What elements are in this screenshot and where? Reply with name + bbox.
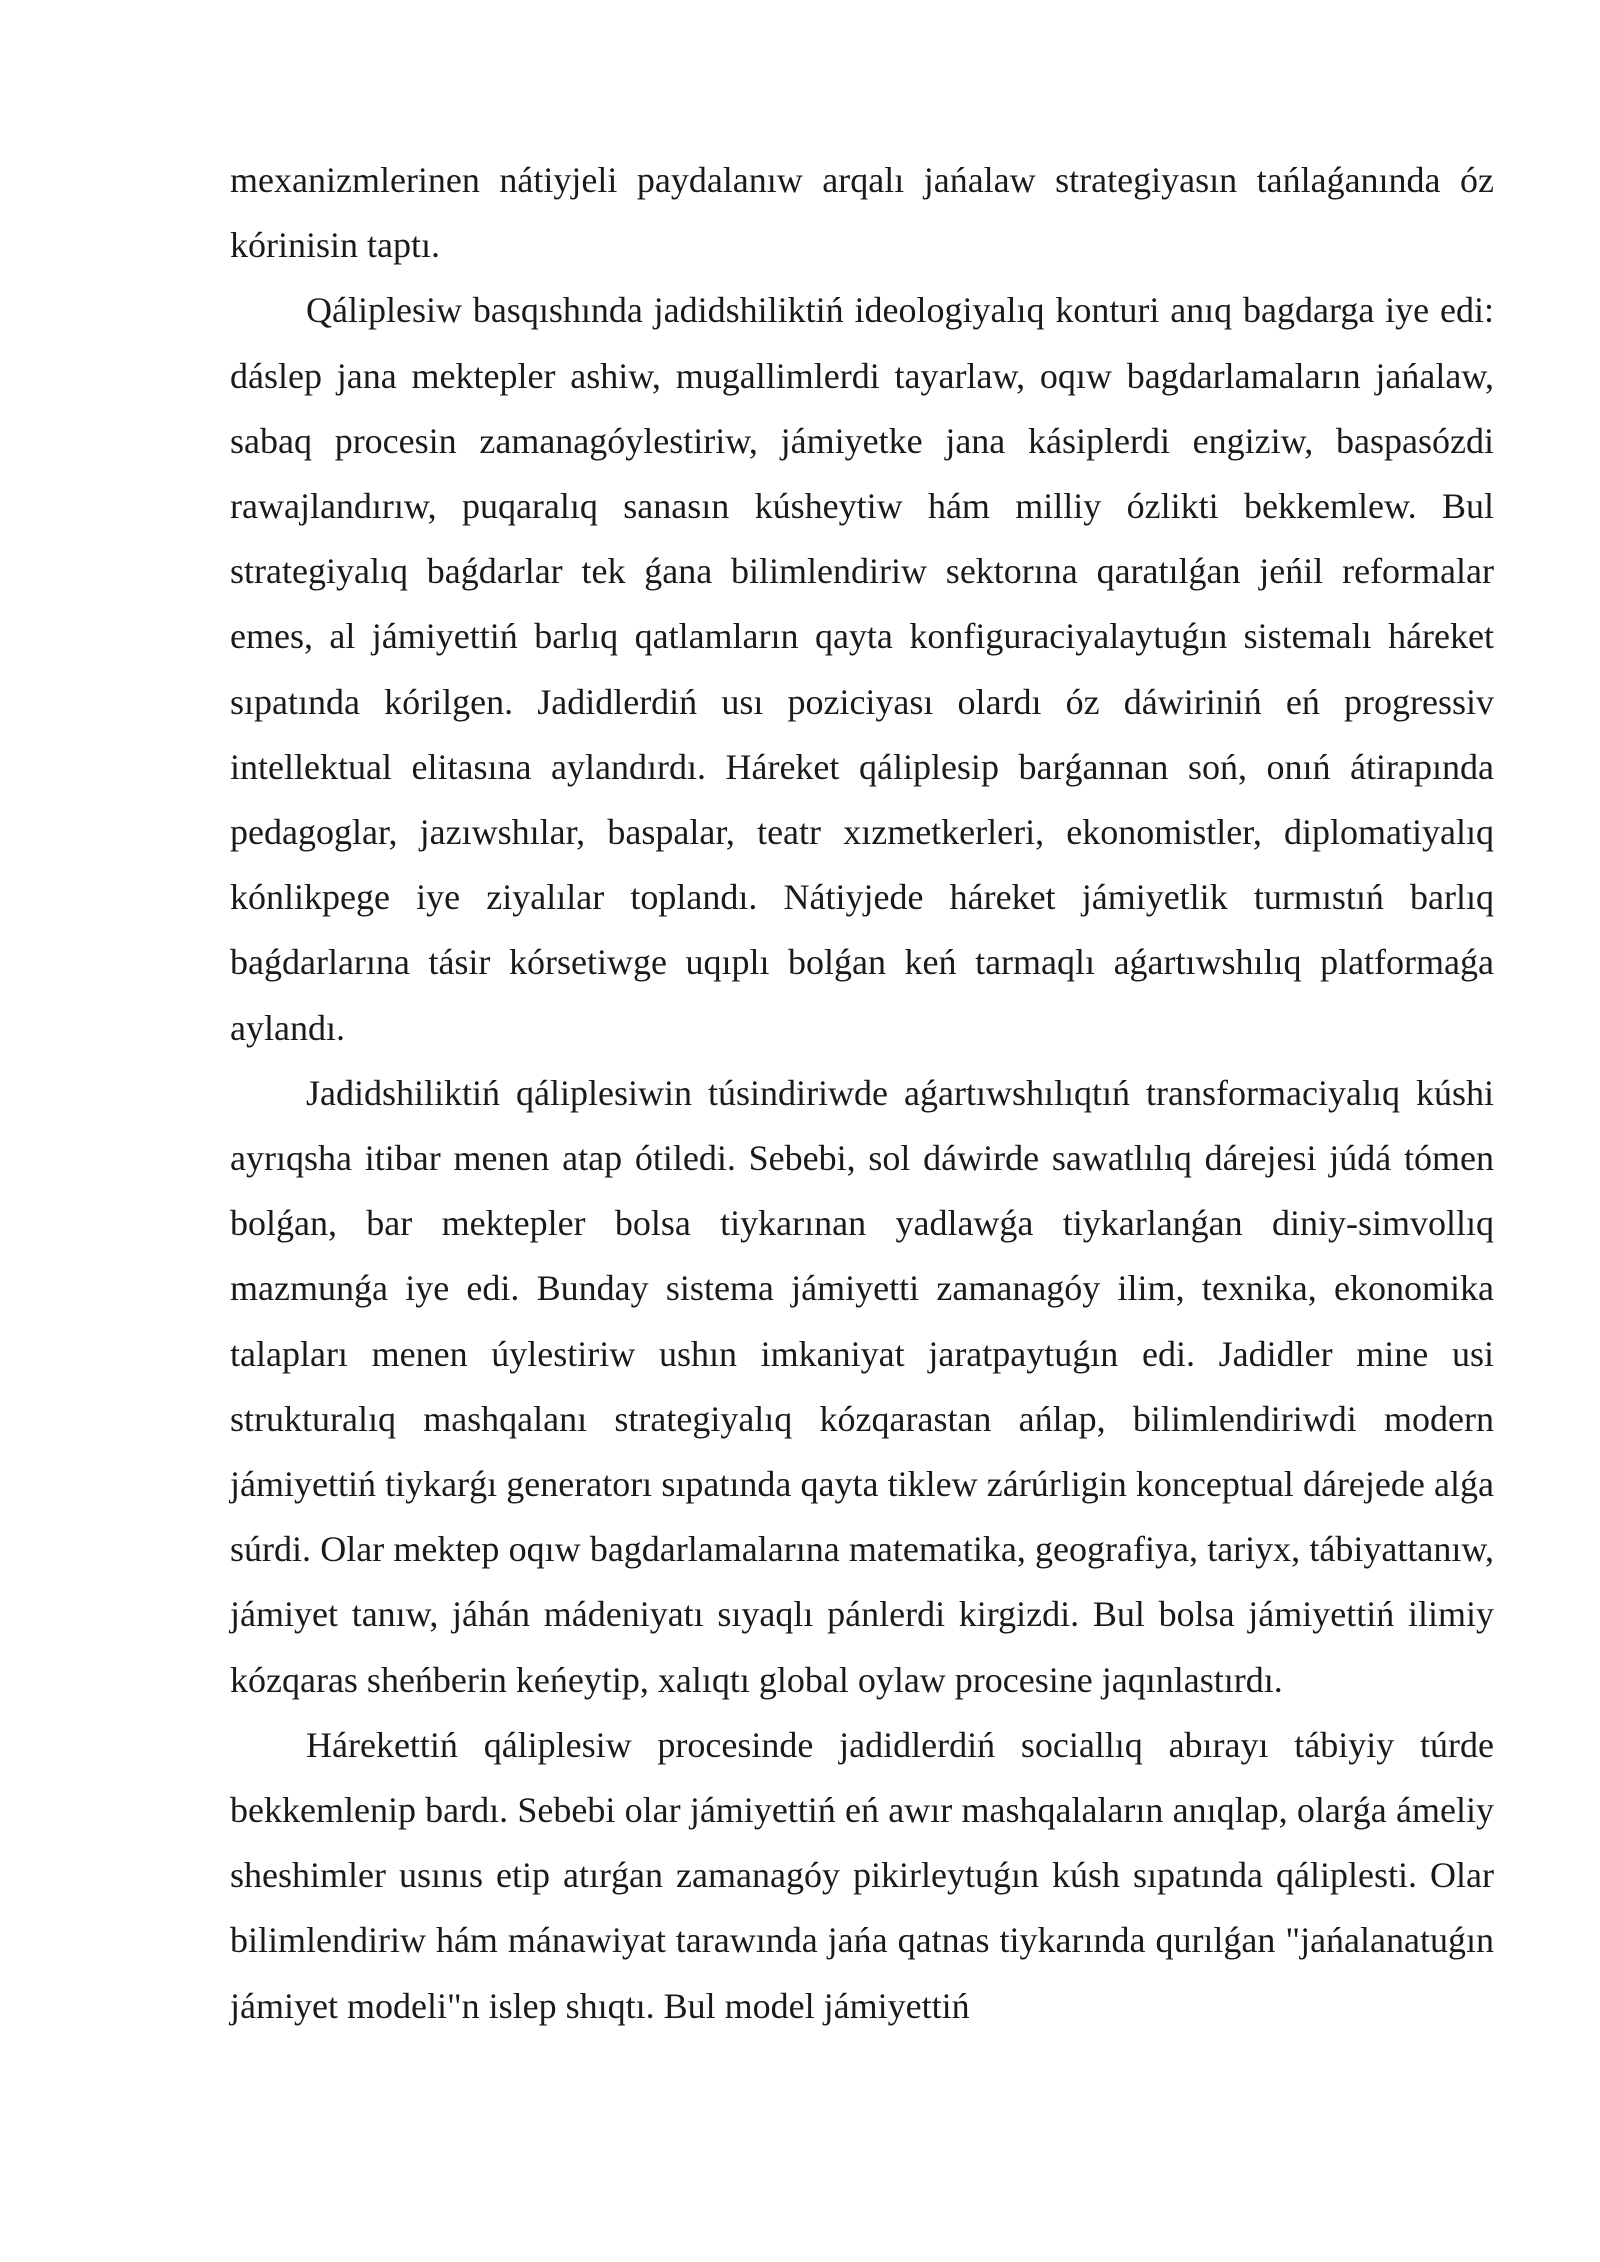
paragraph-continuation: mexanizmlerinen nátiyjeli paydalanıw arqalı jańalaw strategiyasın tańlaǵanında óz kórinisin taptı. xyxy=(230,160,1494,266)
paragraph: Hárekettiń qáliplesiw procesinde jadidlerdiń sociallıq abırayı tábiyiy túrde bekkemlenip bardı. Sebebi olar jámiyettiń eń awır mashqalaların anıqlap, olarǵa ámeliy sheshimler usınıs etip atırǵan zamanagóy pikirleytuǵın kúsh sıpatında qáliplesti. Olar bilimlendiriw hám mánawiyat tarawında jańa qatnas tiykarında qurılǵan "jańalanatuǵın jámiyet modeli"n islep shıqtı. Bul model jámiyettiń xyxy=(230,1724,1494,2026)
paragraph: Jadidshiliktiń qáliplesiwin túsindiriwde aǵartıwshılıqtıń transformaciyalıq kúshi ayrıqsha itibar menen atap ótiledi. Sebebi, sol dáwirde sawatlılıq dárejesi júdá tómen bolǵan, bar mektepler bolsa tiykarınan yadlawǵa tiykarlanǵan diniy-simvollıq mazmunǵa iye edi. Bunday sistema jámiyetti zamanagóy ilim, texnika, ekonomika talapları menen úylestiriw ushın imkaniyat jaratpaytuǵın edi. Jadidler mine usi strukturalıq mashqalanı strategiyalıq kózqarastan ańlap, bilimlendiriwdi modern jámiyettiń tiykarǵı generatorı sıpatında qayta tiklew zárúrligin konceptual dárejede alǵa súrdi. Olar mektep oqıw bagdarlamalarına matematika, geografiya, tariyx, tábiyattanıw, jámiyet tanıw, jáhán mádeniyatı sıyaqlı pánlerdi kirgizdi. Bul bolsa jámiyettiń ilimiy kózqaras sheńberin keńeytip, xalıqtı global oylaw procesine jaqınlastırdı. xyxy=(230,1072,1494,1700)
paragraph: Qáliplesiw basqıshında jadidshiliktiń ideologiyalıq konturi anıq bagdarga iye edi: dáslep jana mektepler ashiw, mugallimlerdi tayarlaw, oqıw bagdarlamaların jańalaw, sabaq procesin zamanagóylestiriw, jámiyetke jana kásiplerdi engiziw, baspasózdi rawajlandırıw, puqaralıq sanasın kúsheytiw hám milliy ózlikti bekkemlew. Bul strategiyalıq baǵdarlar tek ǵana bilimlendiriw sektorına qaratılǵan jeńil reformalar emes, al jámiyettiń barlıq qatlamların qayta konfiguraciyalaytuǵın sistemalı háreket sıpatında kórilgen. Jadidlerdiń usı poziciyası olardı óz dáwiriniń eń progressiv intellektual elitasına aylandırdı. Háreket qáliplesip barǵannan soń, onıń átirapında pedagoglar, jazıwshılar, baspalar, teatr xızmetkerleri, ekonomistler, diplomatiyalıq kónlikpege iye ziyalılar toplandı. Nátiyjede háreket jámiyetlik turmıstıń barlıq baǵdarlarına tásir kórsetiwge uqıplı bolǵan keń tarmaqlı aǵartıwshılıq platformaǵa aylandı. xyxy=(230,290,1494,1048)
document-body xyxy=(230,148,1494,2039)
